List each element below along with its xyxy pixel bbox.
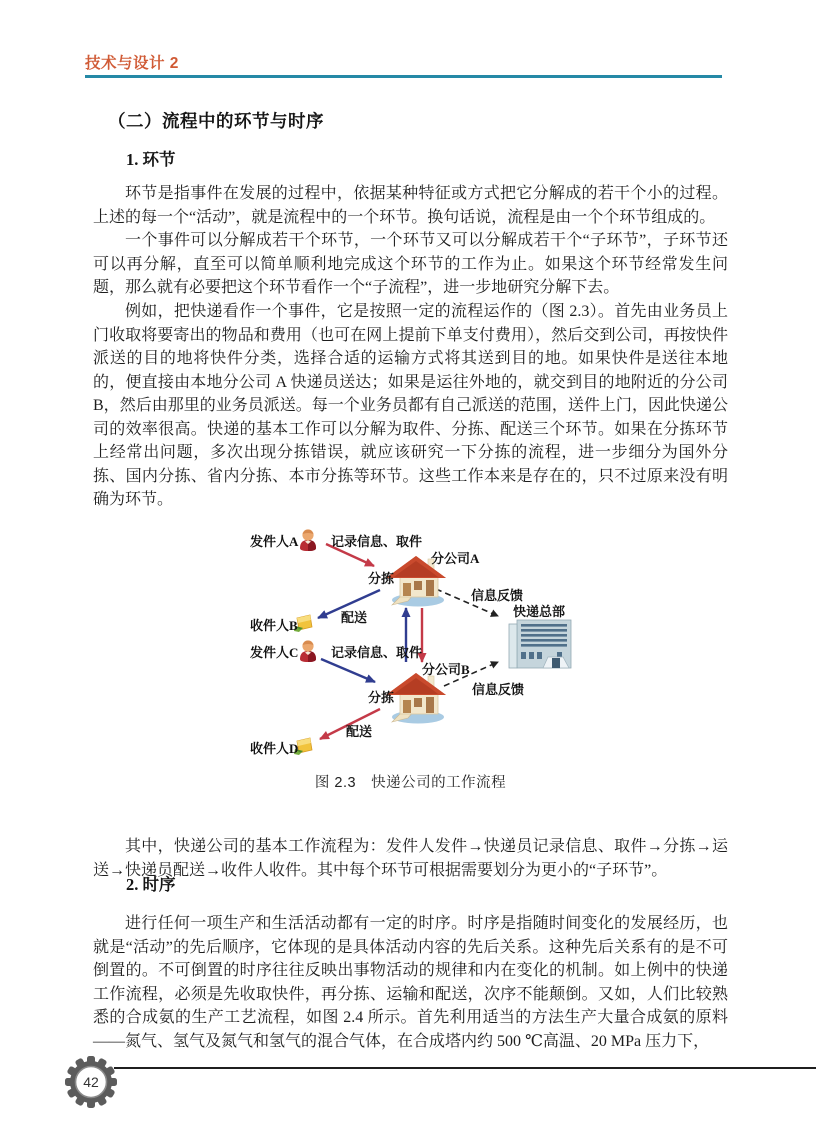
subsection-heading-2: 2. 时序: [126, 875, 176, 894]
office-building-icon: [509, 620, 571, 668]
label-sender-c: 发件人C: [250, 645, 299, 660]
label-feedback-a: 信息反馈: [471, 588, 524, 603]
subsection-heading-1: 1. 环节: [126, 150, 176, 169]
label-delivery-d: 配送: [346, 724, 373, 739]
figure-caption: 图 2.3 快递公司的工作流程: [314, 775, 507, 791]
label-record-pickup-c: 记录信息、取件: [331, 645, 423, 660]
workflow-diagram: [228, 520, 618, 775]
label-feedback-b: 信息反馈: [472, 682, 525, 697]
header-rule: [85, 75, 722, 78]
paragraph-4: 其中，快递公司的基本工作流程为：发件人发件→快递员记录信息、取件→分拣→运送→快递员配送→收件人收件。其中每个环节可根据需要划分为更小的“子环节”。: [93, 838, 728, 879]
label-branch-a: 分公司A: [431, 551, 480, 566]
page-number: 42: [83, 1074, 99, 1090]
person-icon: [300, 529, 316, 551]
label-receiver-d: 收件人D: [250, 741, 299, 756]
footer-rule: [114, 1067, 816, 1069]
paragraph-1: 环节是指事件在发展的过程中，依据某种特征或方式把它分解成的若干个小的过程。上述的每一个“活动”，就是流程中的一个环节。换句话说，流程是由一个个环节组成的。: [93, 185, 728, 226]
label-sorting-b: 分拣: [368, 690, 395, 705]
label-receiver-b: 收件人B: [250, 618, 298, 633]
page-header-title: 技术与设计 2: [85, 55, 179, 72]
label-sender-a: 发件人A: [250, 534, 299, 549]
paragraph-3: 例如，把快递看作一个事件，它是按照一定的流程运作的（图 2.3）。首先由业务员上门收取将要寄出的物品和费用（也可在网上提前下单支付费用），然后交到公司，再按快件派送的目的地将快件分类，选择合适的运输方式将其送到目的地。如果快件是送往本地的，便直接由本地分公司 A 快递员送达；如果是运往外地的，就交到目的地附近的分公司 B，然后由那里的业务员派送。每一个业务员都有自己派送的范围，送件上门，因此快递公司的效率很高。快递的基本工作可以分解为取件、分拣、配送三个环节。如果在分拣环节上经常出问题，多次出现分拣错误，就应该研究一下分拣的流程，进一步细分为国外分拣、国内分拣、省内分拣、本市分拣等环节。这些工作本来是存在的，只不过原来没有明确为环节。: [93, 303, 728, 508]
label-branch-b: 分公司B: [422, 662, 470, 677]
paragraph-2: 一个事件可以分解成若干个环节，一个环节又可以分解成若干个“子环节”，子环节还可以再分解，直至可以简单顺利地完成这个环节的工作为止。如果这个环节经常发生问题，那么就有必要把这个环节看作一个“子流程”，进一步地研究分解下去。: [93, 232, 728, 296]
label-delivery-b: 配送: [341, 610, 368, 625]
arrow-record-pickup-c: [321, 659, 375, 682]
house-icon: [386, 673, 446, 724]
paragraph-5: 进行任何一项生产和生活活动都有一定的时序。时序是指随时间变化的发展经历，也就是“活动”的先后顺序，它体现的是具体活动内容的先后关系。这种先后关系有的是不可倒置的。不可倒置的时序往往反映出事物活动的规律和内在变化的机制。如上例中的快递工作流程，必须是先收取快件，再分拣、运输和配送，次序不能颠倒。又如，人们比较熟悉的合成氨的生产工艺流程，如图 2.4 所示。首先利用适当的方法生产大量合成氨的原料——氮气、氢气及氮气和氢气的混合气体，在合成塔内约 500 ℃高温、20 MPa 压力下，: [93, 915, 728, 1050]
page-number-gear-icon: [64, 1055, 118, 1109]
label-record-pickup-a: 记录信息、取件: [331, 534, 423, 549]
person-icon: [300, 640, 316, 662]
label-sorting-a: 分拣: [368, 571, 395, 586]
section-heading: （二）流程中的环节与时序: [108, 111, 324, 131]
label-headquarters: 快递总部: [513, 604, 566, 619]
